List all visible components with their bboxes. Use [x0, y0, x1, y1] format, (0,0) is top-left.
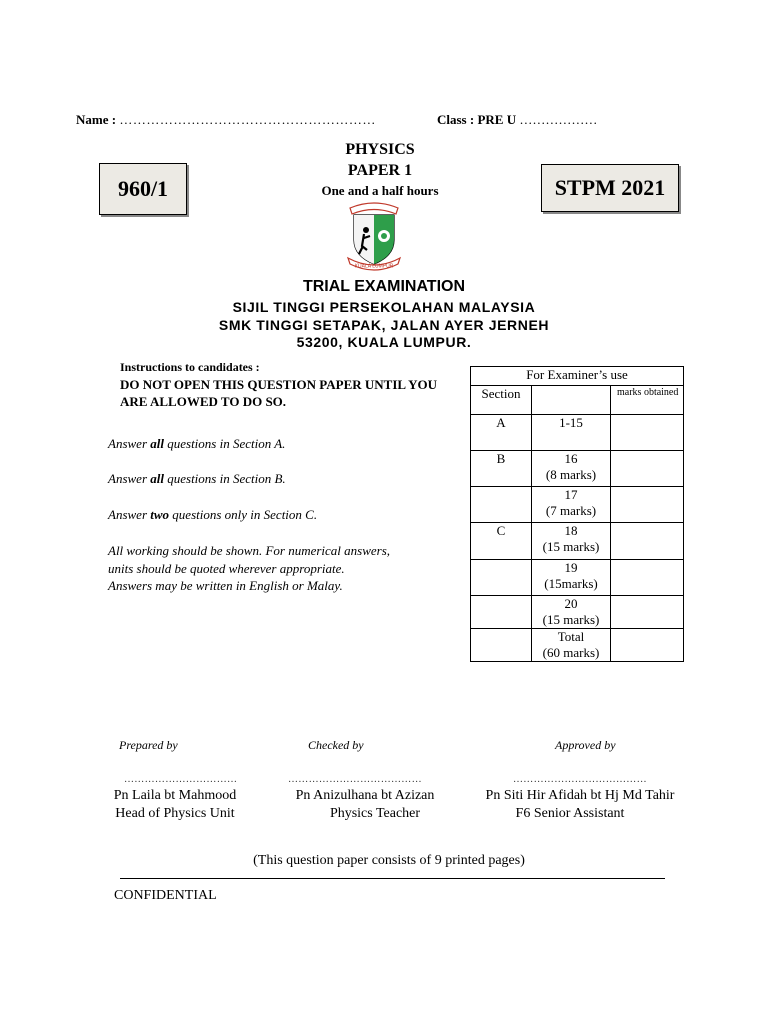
question-cell: 1-15	[532, 415, 611, 451]
section-cell	[471, 487, 532, 523]
marks-cell[interactable]	[611, 523, 684, 560]
question-cell: 17 (7 marks)	[532, 487, 611, 523]
page-count-note: (This question paper consists of 9 printed pages)	[253, 853, 525, 868]
marks-cell[interactable]	[611, 487, 684, 523]
exam-title: TRIAL EXAMINATION	[302, 278, 466, 295]
class-label: Class : PRE U	[437, 112, 517, 127]
marks-cell[interactable]	[611, 415, 684, 451]
approved-by-name: Pn Siti Hir Afidah bt Hj Md Tahir	[485, 788, 675, 803]
approved-by-title: F6 Senior Assistant	[515, 806, 625, 821]
certificate-name: SIJIL TINGGI PERSEKOLAHAN MALAYSIA	[232, 299, 536, 315]
paper-code-box	[99, 163, 187, 215]
instruction-section-c: Answer two questions only in Section C.	[108, 507, 318, 522]
working-instructions	[108, 542, 458, 595]
name-field	[76, 112, 376, 128]
marks-cell[interactable]	[611, 596, 684, 629]
examiner-table	[470, 366, 684, 662]
question-cell: 16 (8 marks)	[532, 451, 611, 487]
prepared-by-label: Prepared by	[119, 738, 178, 752]
prepared-by-name: Pn Laila bt Mahmood	[113, 788, 237, 803]
name-blank: …………………………………………………	[119, 112, 376, 127]
section-cell	[471, 560, 532, 596]
school-address: 53200, KUALA LUMPUR.	[296, 334, 472, 350]
working-line: All working should be shown. For numerical answers,	[108, 543, 391, 558]
approved-signature-line: …………………………………	[513, 774, 647, 785]
checked-signature-line: …………………………………	[288, 774, 422, 785]
section-cell: C	[471, 523, 532, 560]
prepared-signature-line: ……………………………	[124, 774, 238, 785]
school-crest-logo	[340, 200, 408, 274]
working-line: Answers may be written in English or Malay.	[108, 578, 343, 593]
col-header-question	[532, 386, 611, 415]
paper-title: PAPER 1	[347, 162, 413, 179]
section-cell: A	[471, 415, 532, 451]
approved-by-label: Approved by	[555, 738, 616, 752]
footer-divider	[120, 878, 665, 879]
exam-code-box	[541, 164, 679, 212]
question-cell: 18 (15 marks)	[532, 523, 611, 560]
confidential-label: CONFIDENTIAL	[114, 888, 217, 903]
class-blank: ………………	[519, 112, 598, 127]
checked-by-name: Pn Anizulhana bt Azizan	[295, 788, 435, 803]
checked-by-title: Physics Teacher	[329, 806, 421, 821]
checked-by-label: Checked by	[308, 738, 364, 752]
instructions-heading: Instructions to candidates :	[120, 360, 260, 374]
total-cell: Total (60 marks)	[532, 629, 611, 662]
col-header-marks: marks obtained	[611, 386, 684, 415]
subject-title: PHYSICS	[345, 141, 415, 158]
section-cell	[471, 596, 532, 629]
instruction-section-a: Answer all questions in Section A.	[108, 436, 286, 451]
instruction-section-b: Answer all questions in Section B.	[108, 471, 286, 486]
question-cell: 20 (15 marks)	[532, 596, 611, 629]
crest-banner-text: KUALA LUMPUR	[354, 263, 394, 270]
total-marks-cell[interactable]	[611, 629, 684, 662]
section-cell	[471, 629, 532, 662]
marks-cell[interactable]	[611, 451, 684, 487]
class-field	[437, 112, 597, 128]
duration: One and a half hours	[321, 183, 439, 198]
col-header-section: Section	[471, 386, 532, 415]
name-label: Name :	[76, 112, 117, 127]
section-cell: B	[471, 451, 532, 487]
prepared-by-title: Head of Physics Unit	[115, 806, 235, 821]
working-line: units should be quoted wherever appropriate.	[108, 560, 345, 576]
exam-code: STPM 2021	[554, 175, 666, 200]
examiner-table-title: For Examiner’s use	[471, 367, 684, 386]
paper-code: 960/1	[117, 176, 169, 201]
school-name: SMK TINGGI SETAPAK, JALAN AYER JERNEH	[218, 317, 550, 333]
instructions-warning: DO NOT OPEN THIS QUESTION PAPER UNTIL YOU ARE ALLOWED TO DO SO.	[120, 377, 437, 409]
marks-cell[interactable]	[611, 560, 684, 596]
question-cell: 19 (15marks)	[532, 560, 611, 596]
